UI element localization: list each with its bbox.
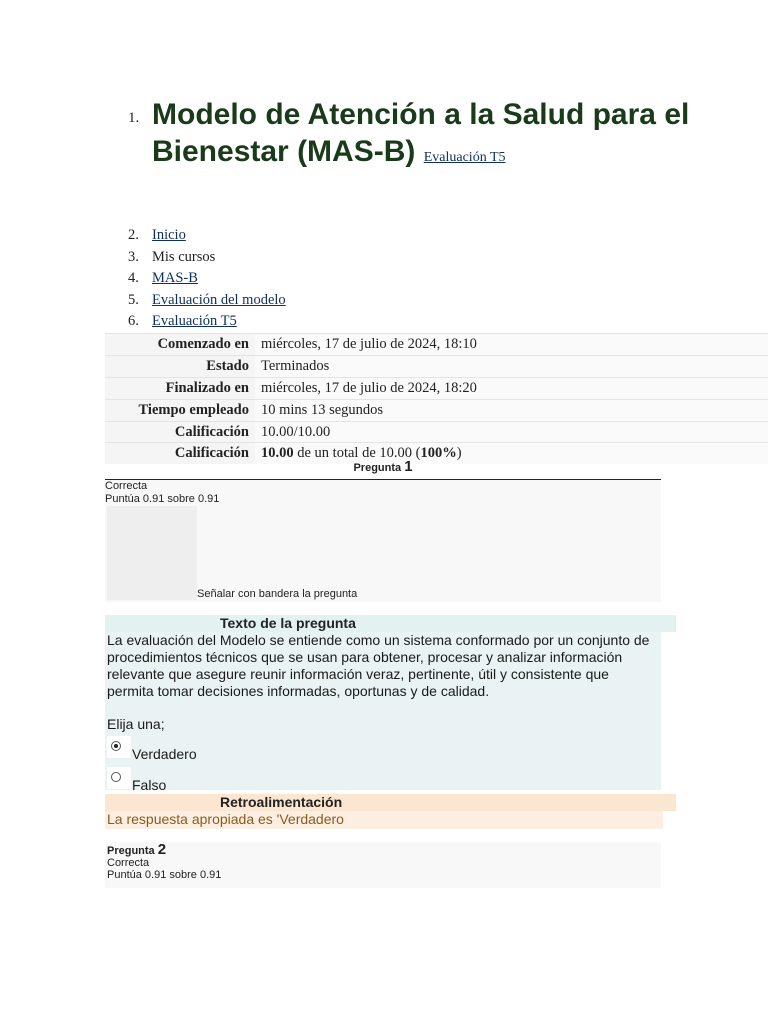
radio-falso[interactable] (107, 767, 131, 789)
grade-value: 10.00/10.00 (255, 421, 768, 443)
attempt-summary-table (105, 333, 768, 464)
breadcrumb-item: 5. Evaluación del modelo (128, 291, 286, 308)
option-falso[interactable] (107, 767, 407, 797)
table-row (105, 355, 768, 377)
question-text-heading: Texto de la pregunta (105, 615, 676, 632)
grade-total-value: 10.00 de un total de 10.00 (100%) (255, 443, 768, 464)
table-row (105, 421, 768, 443)
breadcrumb-link-mas-b[interactable]: MAS-B (152, 270, 198, 287)
table-row (105, 399, 768, 421)
radio-selected-icon (111, 741, 121, 751)
question-text-panel (105, 632, 661, 793)
breadcrumb-item: 6. Evaluación T5 (128, 313, 237, 330)
breadcrumb-item: 3. Mis cursos (128, 248, 216, 265)
grade-total-label: Calificación (105, 443, 255, 464)
breadcrumb-item: 2. Inicio (128, 227, 186, 243)
radio-unselected-icon (111, 772, 121, 782)
flag-question-link[interactable]: Señalar con bandera la pregunta (197, 588, 358, 600)
started-value: miércoles, 17 de julio de 2024, 18:10 (255, 334, 768, 356)
state-label: Estado (105, 355, 255, 377)
question-2-info (105, 842, 661, 888)
breadcrumb-link-inicio[interactable]: Inicio (152, 227, 186, 243)
question-1-flag-box (107, 506, 197, 600)
time-label: Tiempo empleado (105, 399, 255, 421)
question-1-header: Pregunta 1 (353, 458, 413, 475)
breadcrumb-link-evaluacion-modelo[interactable]: Evaluación del modelo (152, 291, 286, 308)
table-row (105, 334, 768, 356)
finished-value: miércoles, 17 de julio de 2024, 18:20 (255, 377, 768, 399)
title-link-evaluacion[interactable]: Evaluación T5 (423, 150, 506, 165)
option-falso-label: Falso (132, 777, 167, 793)
option-verdadero-label: Verdadero (132, 746, 197, 762)
breadcrumb-item: 4. MAS-B (128, 270, 198, 287)
question-text: La evaluación del Modelo se entiende como un sistema conformado por un conjunto de procedimientos técnicos que se usan para obtener, procesar y analizar información relevante que asegure reunir información veraz, pertinente, útil y consistente que permita tomar decisiones informadas, oportunas y de calidad. (107, 632, 650, 699)
question-2-number: 2 (157, 841, 167, 858)
breadcrumb-link-evaluacion-t5[interactable]: Evaluación T5 (152, 313, 237, 330)
grade-label: Calificación (105, 421, 255, 443)
finished-label: Finalizado en (105, 377, 255, 399)
breadcrumb (128, 225, 286, 333)
time-value: 10 mins 13 segundos (255, 399, 768, 421)
page-title (152, 96, 692, 176)
question-1-info (105, 480, 661, 602)
radio-verdadero[interactable] (107, 736, 131, 758)
table-row (105, 377, 768, 399)
question-1-number: 1 (404, 458, 413, 475)
question-1-score: Puntúa 0.91 sobre 0.91 (105, 493, 220, 505)
option-verdadero[interactable] (107, 736, 407, 766)
state-value: Terminados (255, 355, 768, 377)
question-2-status: Correcta (107, 857, 150, 869)
feedback-heading: Retroalimentación (105, 794, 676, 811)
question-2-score: Puntúa 0.91 sobre 0.91 (107, 869, 222, 881)
breadcrumb-text-mis-cursos: Mis cursos (152, 248, 216, 265)
question-1-status: Correcta (105, 480, 148, 492)
title-number: 1. (128, 110, 140, 126)
choose-one-label: Elija una; (107, 716, 165, 732)
question-2-header: Pregunta 2 (107, 841, 167, 858)
feedback-text: La respuesta apropiada es 'Verdadero (105, 811, 663, 829)
page-title-text: Modelo de Atención a la Salud para el Bienestar (MAS-B) (152, 98, 690, 168)
started-label: Comenzado en (105, 334, 255, 356)
